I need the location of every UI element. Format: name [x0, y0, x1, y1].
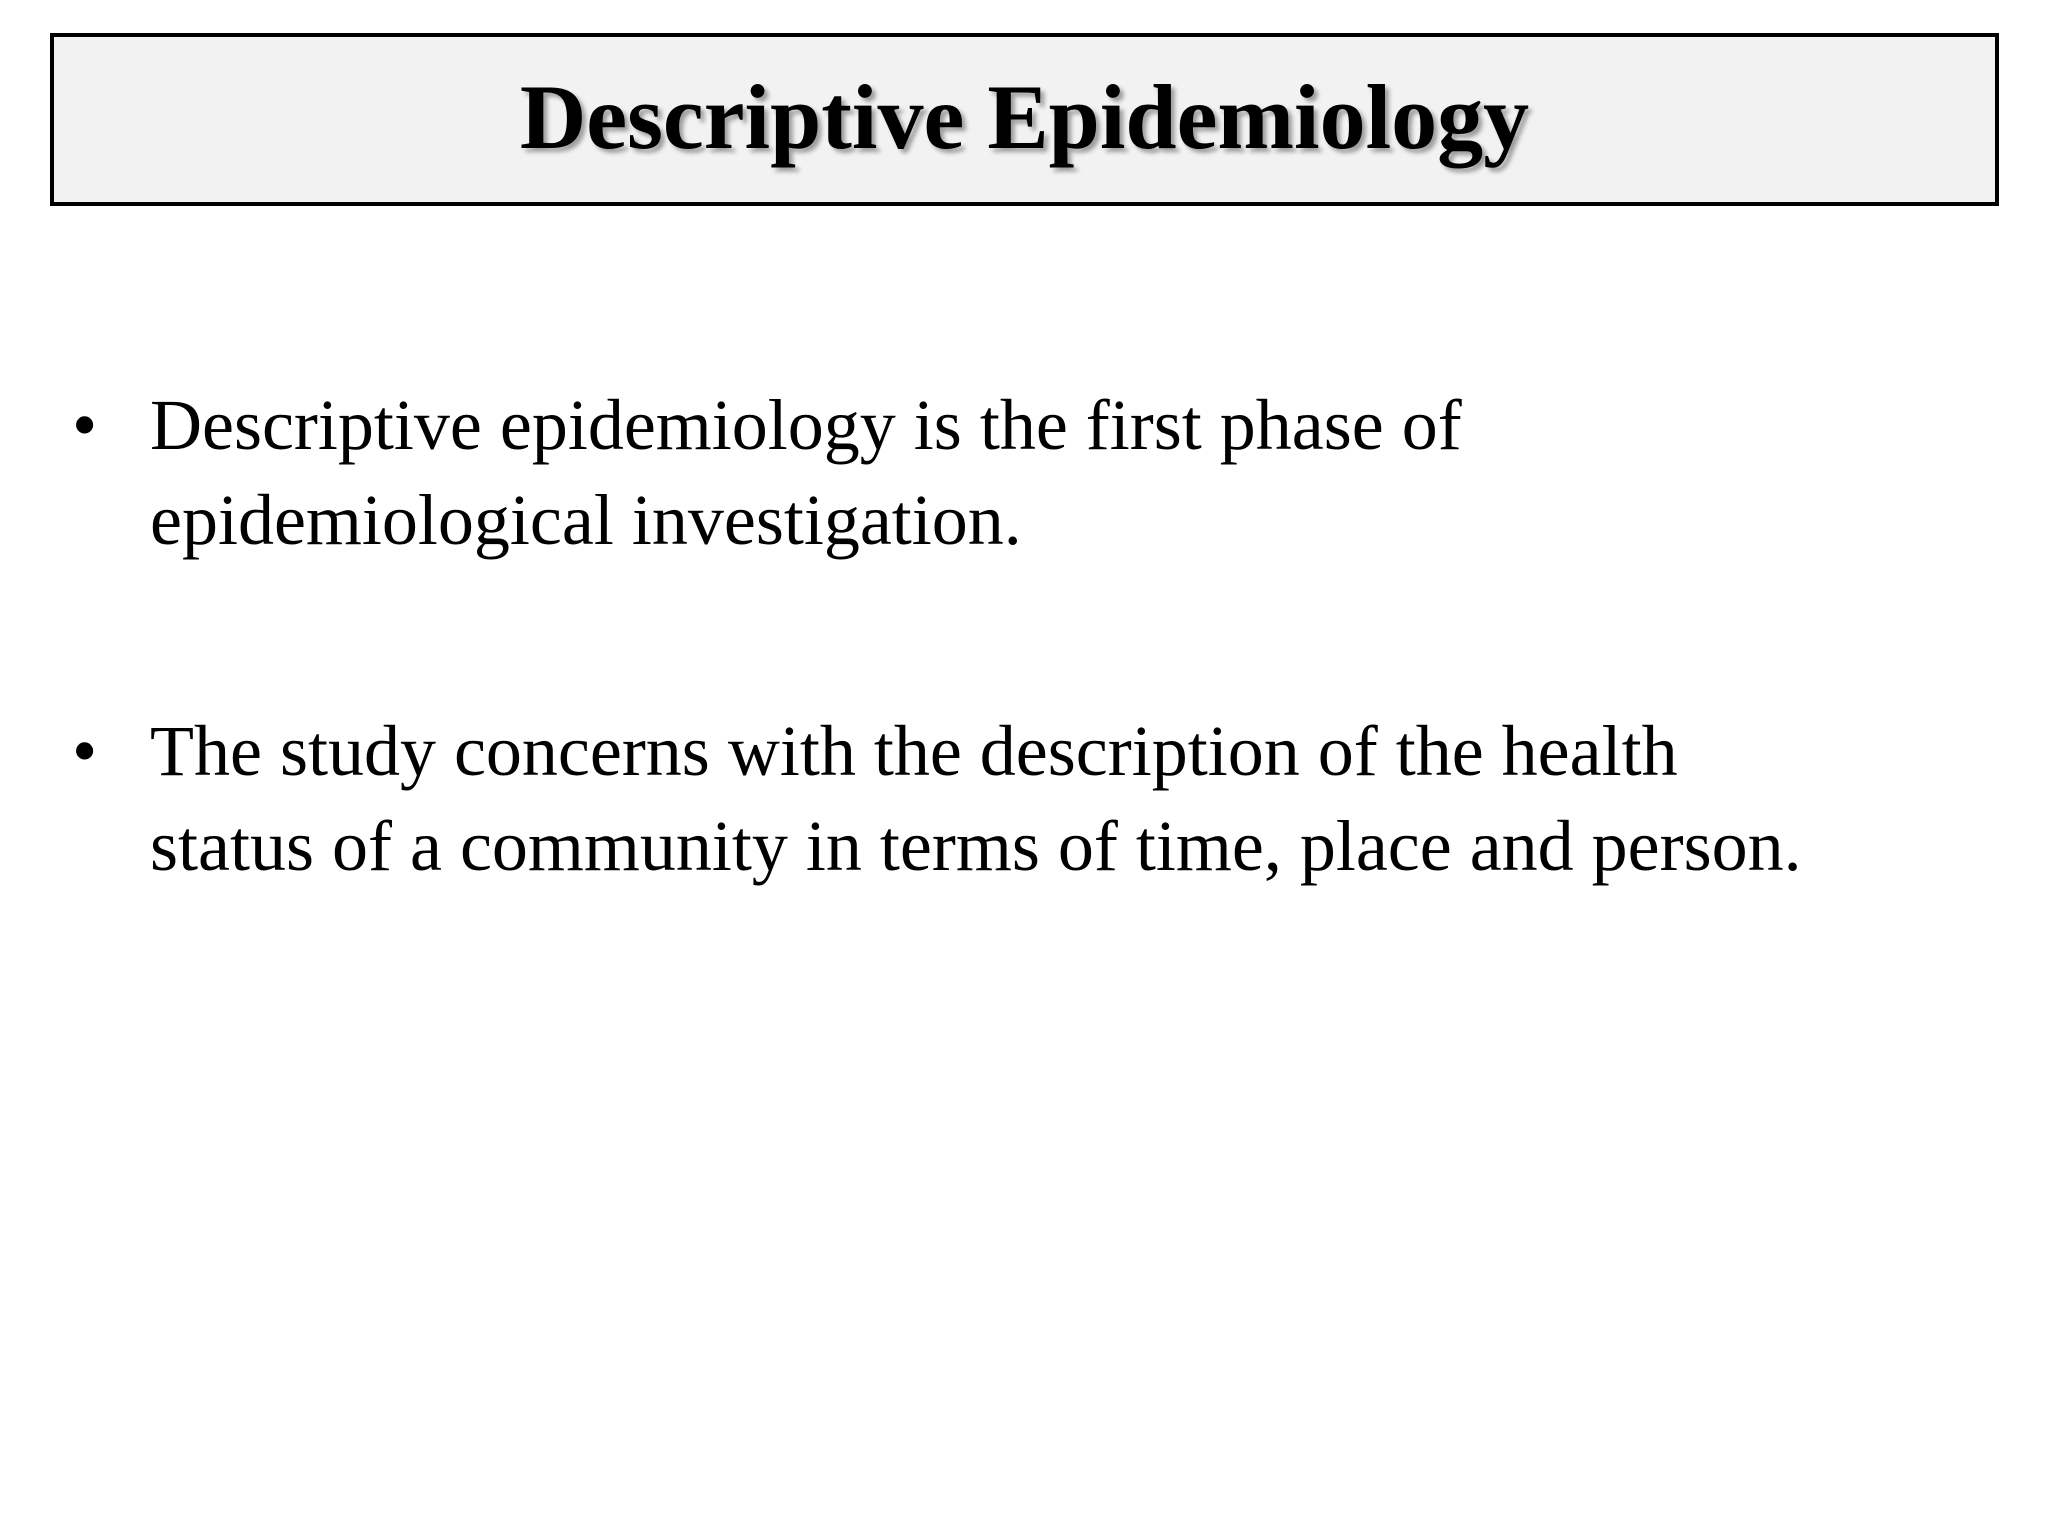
bullet-dot-icon: • — [72, 385, 98, 465]
title-box — [50, 33, 1999, 206]
bullet-text-line: The study concerns with the description of the health — [150, 711, 1678, 791]
bullet-text-line: Descriptive epidemiology is the first phase of — [150, 385, 1462, 465]
bullet-item — [72, 704, 2022, 894]
bullet-dot-icon: • — [72, 711, 98, 791]
bullet-list — [72, 378, 2022, 1030]
bullet-text-line: status of a community in terms of time, place and person. — [150, 806, 1802, 886]
bullet-item — [72, 378, 2022, 568]
slide-title: Descriptive Epidemiology — [519, 65, 1530, 168]
bullet-text-line: epidemiological investigation. — [150, 480, 1022, 560]
